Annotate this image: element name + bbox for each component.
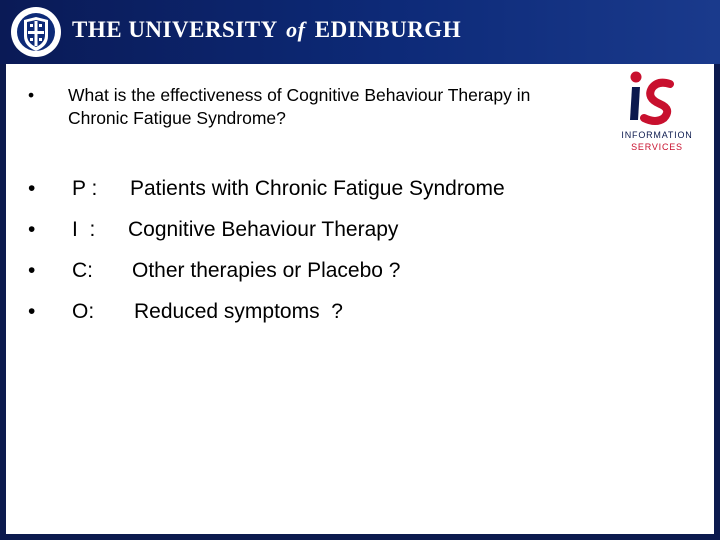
university-title: [72, 17, 461, 43]
bullet: •: [28, 218, 36, 241]
pico-label: I :: [72, 218, 96, 241]
pico-label: O:: [72, 300, 95, 323]
pico-value: Other therapies or Placebo ?: [132, 259, 401, 282]
question-text: What is the effectiveness of Cognitive Behaviour Therapy in Chronic Fatigue Syndrome?: [68, 85, 531, 128]
bullet: •: [28, 85, 35, 105]
pico-item-i: [28, 215, 505, 256]
university-crest-icon: [10, 6, 62, 58]
bullet: •: [28, 259, 36, 282]
bullet: •: [28, 177, 36, 200]
question-item: [28, 84, 548, 130]
title-part-2: EDINBURGH: [314, 17, 462, 42]
pico-value: Patients with Chronic Fatigue Syndrome: [130, 177, 505, 200]
slide-content: [6, 64, 714, 534]
title-part-1: THE UNIVERSITY: [72, 17, 277, 42]
pico-label: C:: [72, 259, 93, 282]
pico-value: Reduced symptoms ?: [134, 300, 343, 323]
pico-value: Cognitive Behaviour Therapy: [128, 218, 399, 241]
bullet: •: [28, 300, 36, 323]
header-banner: [0, 0, 720, 64]
pico-list: [28, 174, 505, 338]
logo-line-1: INFORMATION: [621, 130, 693, 140]
title-part-of: of: [286, 17, 306, 42]
pico-item-o: [28, 297, 505, 338]
pico-item-p: [28, 174, 505, 215]
information-services-logo-icon: [612, 68, 702, 156]
pico-label: P :: [72, 177, 98, 200]
pico-item-c: [28, 256, 505, 297]
logo-line-2: SERVICES: [631, 142, 683, 152]
